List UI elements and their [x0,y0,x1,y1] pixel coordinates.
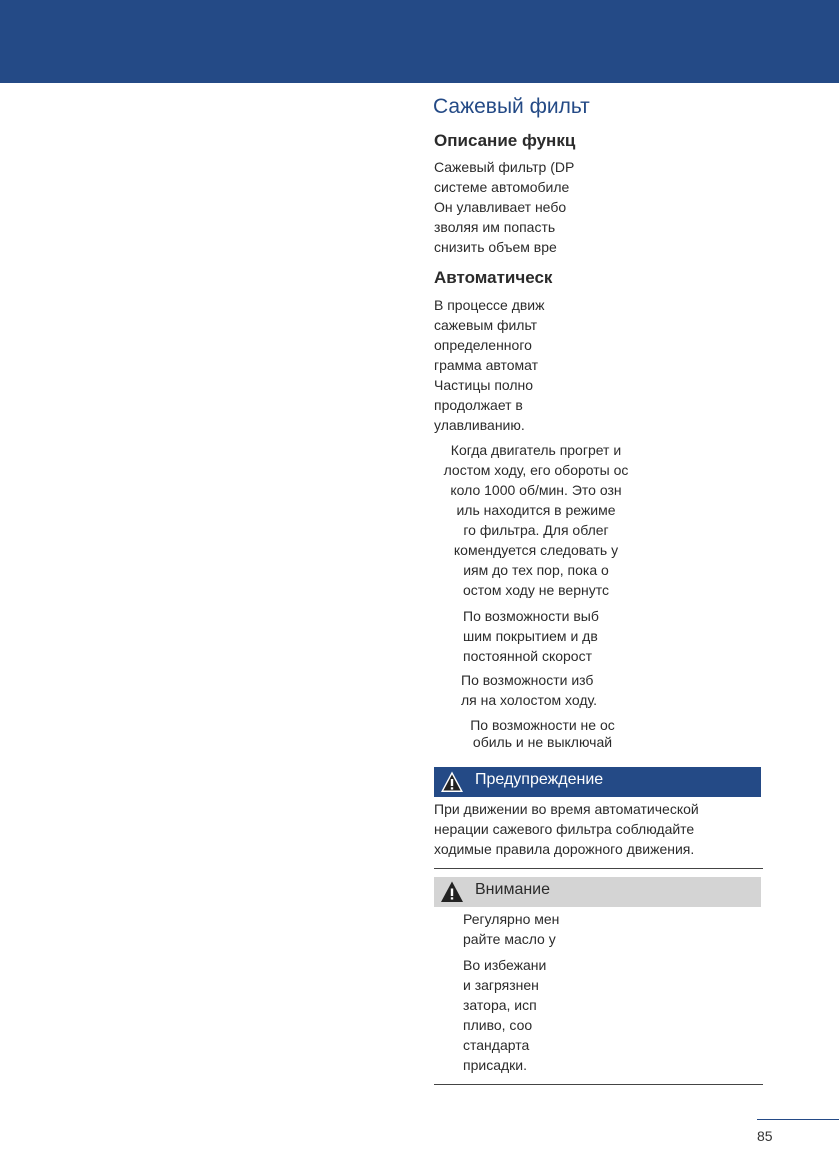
text-line: ля на холостом ходу. [461,692,598,708]
text-line: При движении во время автоматической [434,801,699,817]
text-line: присадки. [463,1057,527,1073]
text-line: комендуется следовать у [453,542,619,558]
footer-rule [757,1119,839,1120]
list-item [463,606,599,666]
text-line: шим покрытием и дв [463,628,598,644]
header-bar [0,0,839,83]
page-number: 85 [757,1128,773,1144]
text-line: нерации сажевого фильтра соблюдайте [434,821,695,837]
list-item [463,909,559,949]
text-line: Он улавливает небо [434,199,567,215]
warning-banner [434,767,761,797]
text-line: ходимые правила дорожного движения. [434,841,695,857]
attention-banner [434,877,761,907]
text-line: снизить объем вре [434,239,557,255]
text-line: пливо, соо [463,1017,533,1033]
text-line: грамма автомат [434,357,539,373]
warning-body [434,799,699,859]
text-line: го фильтра. Для облег [463,522,609,538]
warning-triangle-icon [440,770,464,794]
page-title: Сажевый фильт [433,95,590,118]
text-line: иль находится в режиме [456,502,616,518]
list-item [461,670,597,710]
text-line: стандарта [463,1037,530,1053]
divider [434,1084,763,1085]
list-item [461,717,624,751]
text-line: остом ходу не вернутс [463,582,609,598]
text-line: В процессе движ [434,297,545,313]
text-line: зволяя им попасть [434,219,556,235]
text-line: райте масло у [463,931,556,947]
text-line: коло 1000 об/мин. Это озн [450,482,622,498]
warning-label: Предупреждение [475,771,604,788]
text-line: продолжает в [434,397,523,413]
attention-label: Внимание [475,881,551,898]
text-line: постоянной скорост [463,648,593,664]
text-line: По возможности выб [463,608,599,624]
text-line: По возможности изб [461,672,594,688]
warning-triangle-icon [440,880,464,904]
text-line: системе автомобиле [434,179,570,195]
text-line: Регулярно мен [463,911,560,927]
text-line: По возможности не ос [470,717,615,733]
paragraph-engine-warm [434,440,638,600]
text-line: Во избежани [463,957,547,973]
section-heading-function-description: Описание функц [434,131,576,150]
text-line: и загрязнен [463,977,539,993]
text-line: иям до тех пор, пока о [463,562,609,578]
section-body-automatic [434,295,545,435]
section-heading-automatic: Автоматическ [434,268,553,287]
section-body-function-description [434,157,574,257]
text-line: улавливанию. [434,417,525,433]
text-line: Частицы полно [434,377,534,393]
text-line: лостом ходу, его обороты ос [443,462,629,478]
divider [434,868,763,869]
text-line: определенного [434,337,532,353]
list-item [463,955,546,1075]
text-line: Когда двигатель прогрет и [450,442,622,458]
text-line: затора, исп [463,997,537,1013]
text-line: сажевым фильт [434,317,538,333]
text-line: обиль и не выключай [472,734,613,750]
text-line: Сажевый фильтр (DP [434,159,575,175]
